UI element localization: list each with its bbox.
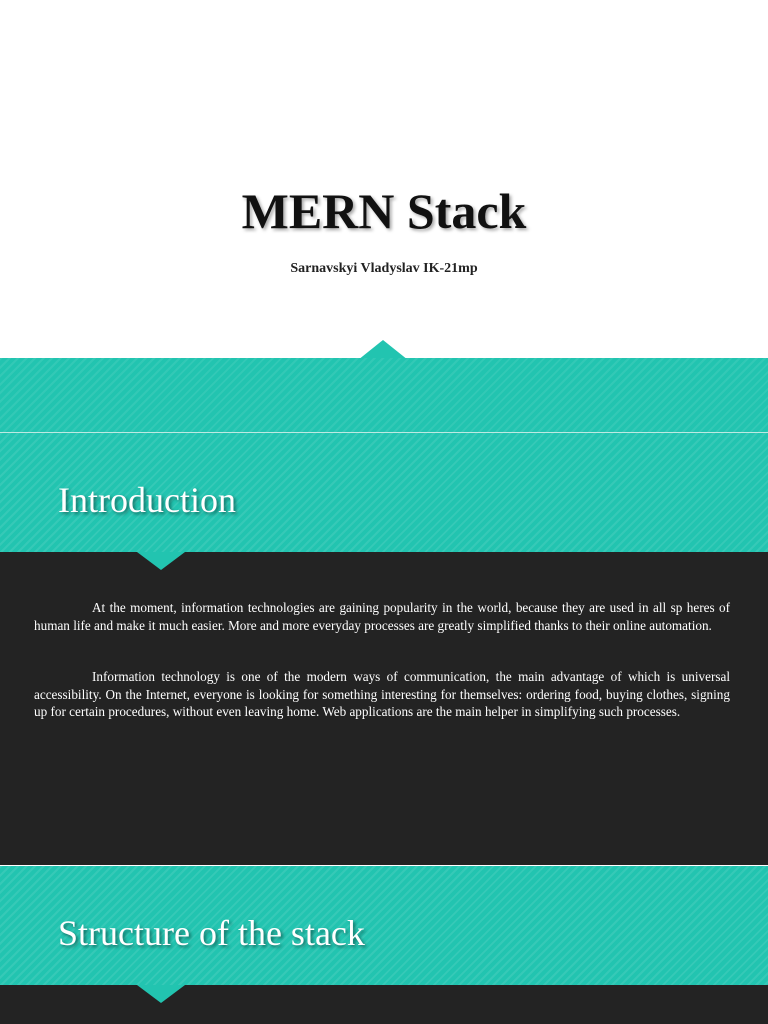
structure-heading: Structure of the stack	[58, 913, 365, 953]
author-subtitle: Sarnavskyi Vladyslav IK-21mp	[290, 261, 478, 276]
intro-paragraph-1: At the moment, information technologies are gaining popularity in the world, because they are used in all sp heres of human life and make it much easier. More and more everyday processes are greatly simplified thanks to their online automation.	[34, 600, 730, 633]
introduction-slide	[0, 433, 768, 865]
intro-paragraph-2: Information technology is one of the modern ways of communication, the main advantage of which is universal accessibility. On the Internet, everyone is looking for something interesting for themselves: ordering food, buying clothes, signing up for certain procedures, without even leaving home. Web applications are the main helper in simplifying such processes.	[34, 669, 730, 719]
title-slide	[0, 0, 768, 432]
intro-body-text	[34, 599, 730, 755]
title-teal-band	[0, 358, 768, 432]
title-band-notch	[358, 340, 408, 360]
intro-header-band	[0, 433, 768, 552]
presentation-title: MERN Stack	[241, 183, 527, 239]
structure-body-panel	[0, 985, 768, 1024]
structure-slide	[0, 866, 768, 1024]
intro-heading: Introduction	[58, 480, 236, 520]
structure-header-band	[0, 866, 768, 985]
